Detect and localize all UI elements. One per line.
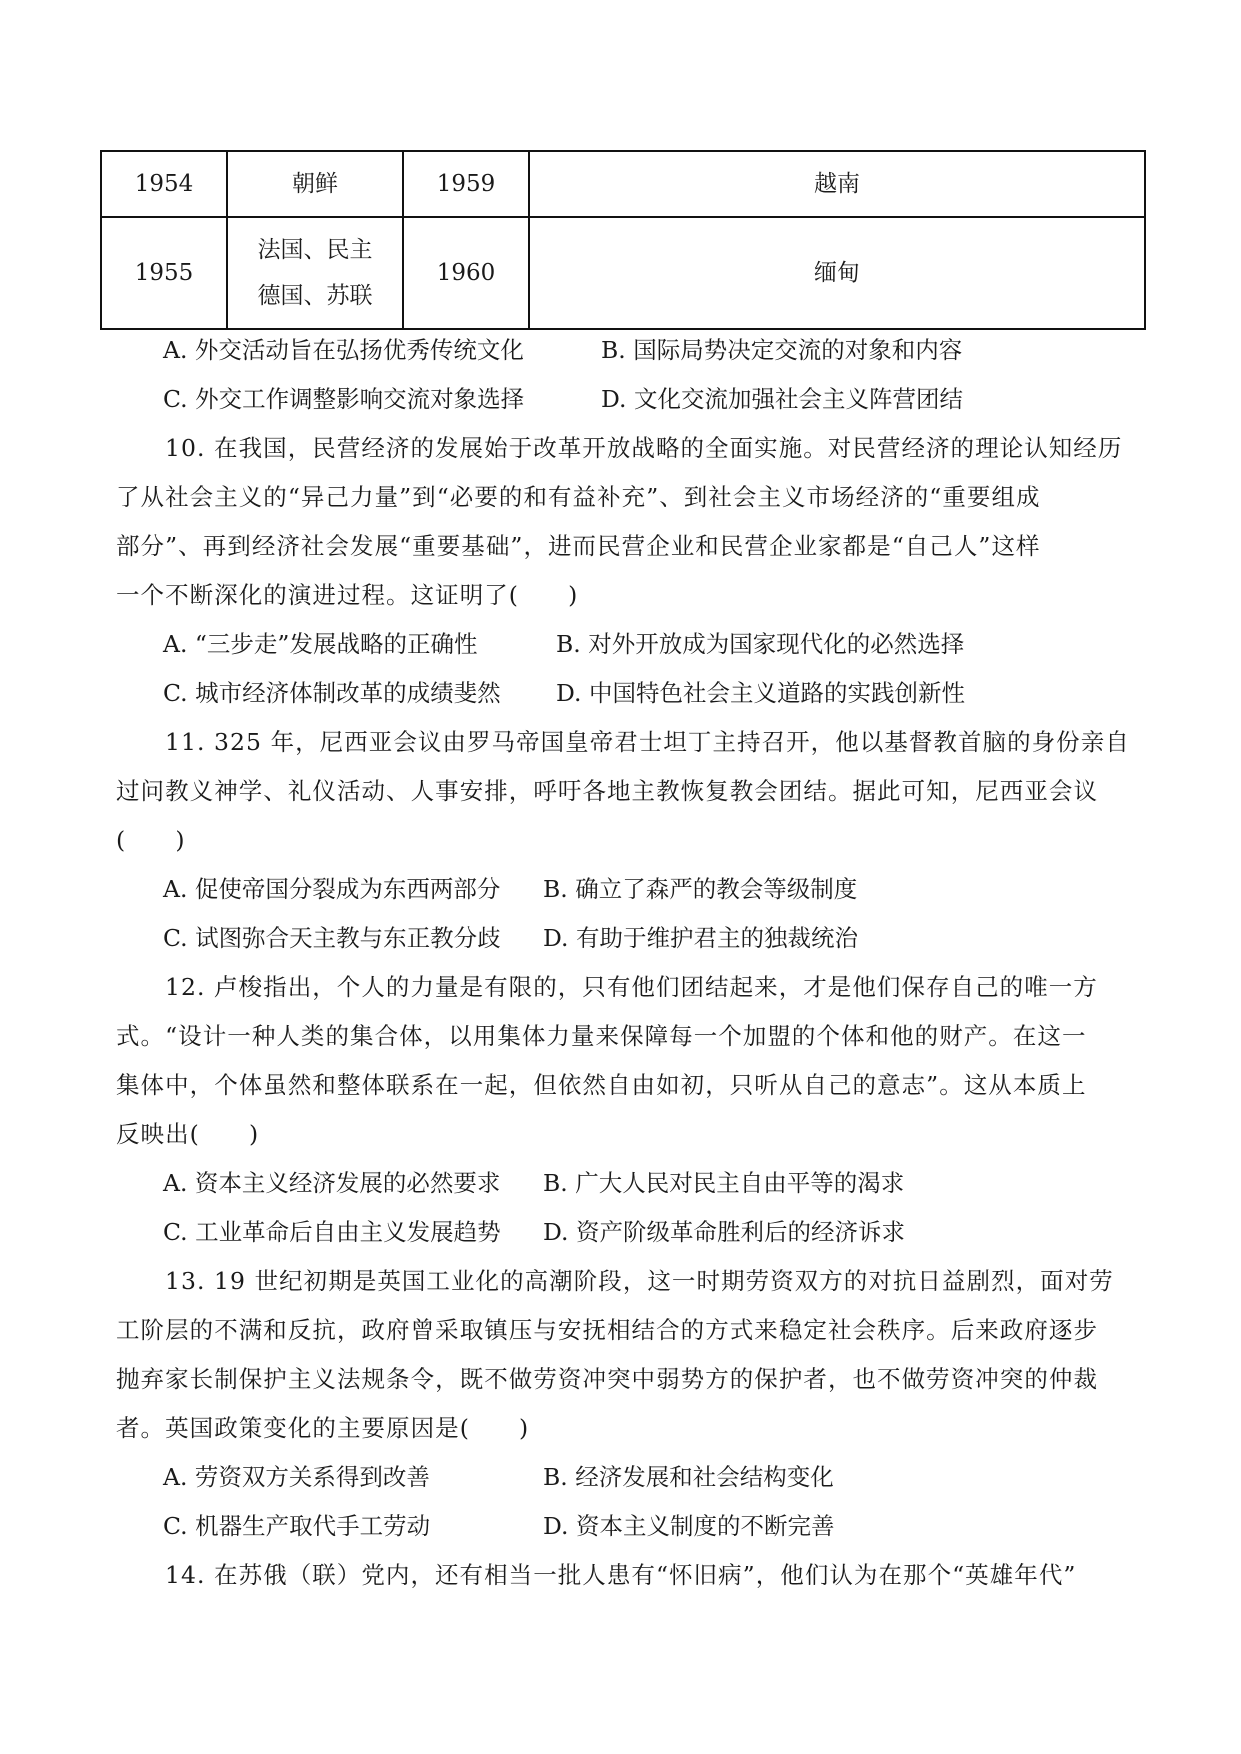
q13-option-d[interactable]: D. 资本主义制度的不断完善	[543, 1512, 835, 1540]
q11-stem-line: 11. 325 年，尼西亚会议由罗马帝国皇帝君士坦丁主持召开，他以基督教首脑的身份亲自	[165, 728, 1130, 756]
exchange-table	[100, 150, 1146, 330]
q9-option-a[interactable]: A. 外交活动旨在弘扬优秀传统文化	[163, 336, 524, 364]
table-cell-text: 朝鲜	[292, 171, 338, 197]
table-cell-text: 德国、苏联	[257, 283, 373, 309]
q13-option-b[interactable]: B. 经济发展和社会结构变化	[543, 1463, 834, 1491]
table-cell-country: 缅甸	[529, 217, 1145, 329]
table-cell-year: 1959	[403, 151, 529, 217]
q10-option-d[interactable]: D. 中国特色社会主义道路的实践创新性	[556, 679, 965, 707]
q11-option-d[interactable]: D. 有助于维护君主的独裁统治	[543, 924, 858, 952]
table-cell-year: 1954	[101, 151, 227, 217]
table-row	[101, 151, 1145, 217]
q10-stem-line: 10. 在我国，民营经济的发展始于改革开放战略的全面实施。对民营经济的理论认知经历	[165, 434, 1123, 462]
q12-option-c[interactable]: C. 工业革命后自由主义发展趋势	[163, 1218, 501, 1246]
q13-stem-line: 抛弃家长制保护主义法规条令，既不做劳资冲突中弱势方的保护者，也不做劳资冲突的仲裁	[116, 1365, 1098, 1393]
table-row	[101, 217, 1145, 329]
table-cell-year: 1960	[403, 217, 529, 329]
q11-stem-line: 过问教义神学、礼仪活动、人事安排，呼吁各地主教恢复教会团结。据此可知，尼西亚会议	[116, 777, 1098, 805]
q12-option-a[interactable]: A. 资本主义经济发展的必然要求	[163, 1169, 501, 1197]
q12-option-d[interactable]: D. 资产阶级革命胜利后的经济诉求	[543, 1218, 905, 1246]
q11-stem-line: ( )	[116, 826, 186, 854]
q11-option-c[interactable]: C. 试图弥合天主教与东正教分歧	[163, 924, 501, 952]
q9-option-d[interactable]: D. 文化交流加强社会主义阵营团结	[601, 385, 963, 413]
table-cell-text: 法国、民主	[257, 237, 373, 263]
q9-option-b[interactable]: B. 国际局势决定交流的对象和内容	[601, 336, 963, 364]
q12-stem-line: 反映出( )	[116, 1120, 260, 1148]
q11-option-a[interactable]: A. 促使帝国分裂成为东西两部分	[163, 875, 501, 903]
q12-option-b[interactable]: B. 广大人民对民主自由平等的渴求	[543, 1169, 905, 1197]
table-cell-year: 1955	[101, 217, 227, 329]
q13-stem-line: 13. 19 世纪初期是英国工业化的高潮阶段，这一时期劳资双方的对抗日益剧烈，面对劳	[165, 1267, 1114, 1295]
q13-option-a[interactable]: A. 劳资双方关系得到改善	[163, 1463, 430, 1491]
q12-stem-line: 式。“设计一种人类的集合体，以用集体力量来保障每一个加盟的个体和他的财产。在这一	[116, 1022, 1087, 1050]
q12-stem-line: 集体中，个体虽然和整体联系在一起，但依然自由如初，只听从自己的意志”。这从本质上	[116, 1071, 1087, 1099]
q13-stem-line: 者。英国政策变化的主要原因是( )	[116, 1414, 530, 1442]
table-cell-country	[227, 151, 403, 217]
q10-stem-line: 一个不断深化的演进过程。这证明了( )	[116, 581, 579, 609]
q10-option-a[interactable]: A. “三步走”发展战略的正确性	[163, 630, 478, 658]
q10-option-c[interactable]: C. 城市经济体制改革的成绩斐然	[163, 679, 501, 707]
q11-option-b[interactable]: B. 确立了森严的教会等级制度	[543, 875, 858, 903]
table-cell-country	[227, 217, 403, 329]
q14-stem-line: 14. 在苏俄（联）党内，还有相当一批人患有“怀旧病”，他们认为在那个“英雄年代”	[165, 1561, 1077, 1589]
q10-option-b[interactable]: B. 对外开放成为国家现代化的必然选择	[556, 630, 965, 658]
q12-stem-line: 12. 卢梭指出，个人的力量是有限的，只有他们团结起来，才是他们保存自己的唯一方	[165, 973, 1098, 1001]
q10-stem-line: 了从社会主义的“异己力量”到“必要的和有益补充”、到社会主义市场经济的“重要组成	[116, 483, 1041, 511]
q10-stem-line: 部分”、再到经济社会发展“重要基础”，进而民营企业和民营企业家都是“自己人”这样	[116, 532, 1041, 560]
q9-option-c[interactable]: C. 外交工作调整影响交流对象选择	[163, 385, 525, 413]
q13-stem-line: 工阶层的不满和反抗，政府曾采取镇压与安抚相结合的方式来稳定社会秩序。后来政府逐步	[116, 1316, 1098, 1344]
table-cell-country: 越南	[529, 151, 1145, 217]
q13-option-c[interactable]: C. 机器生产取代手工劳动	[163, 1512, 431, 1540]
